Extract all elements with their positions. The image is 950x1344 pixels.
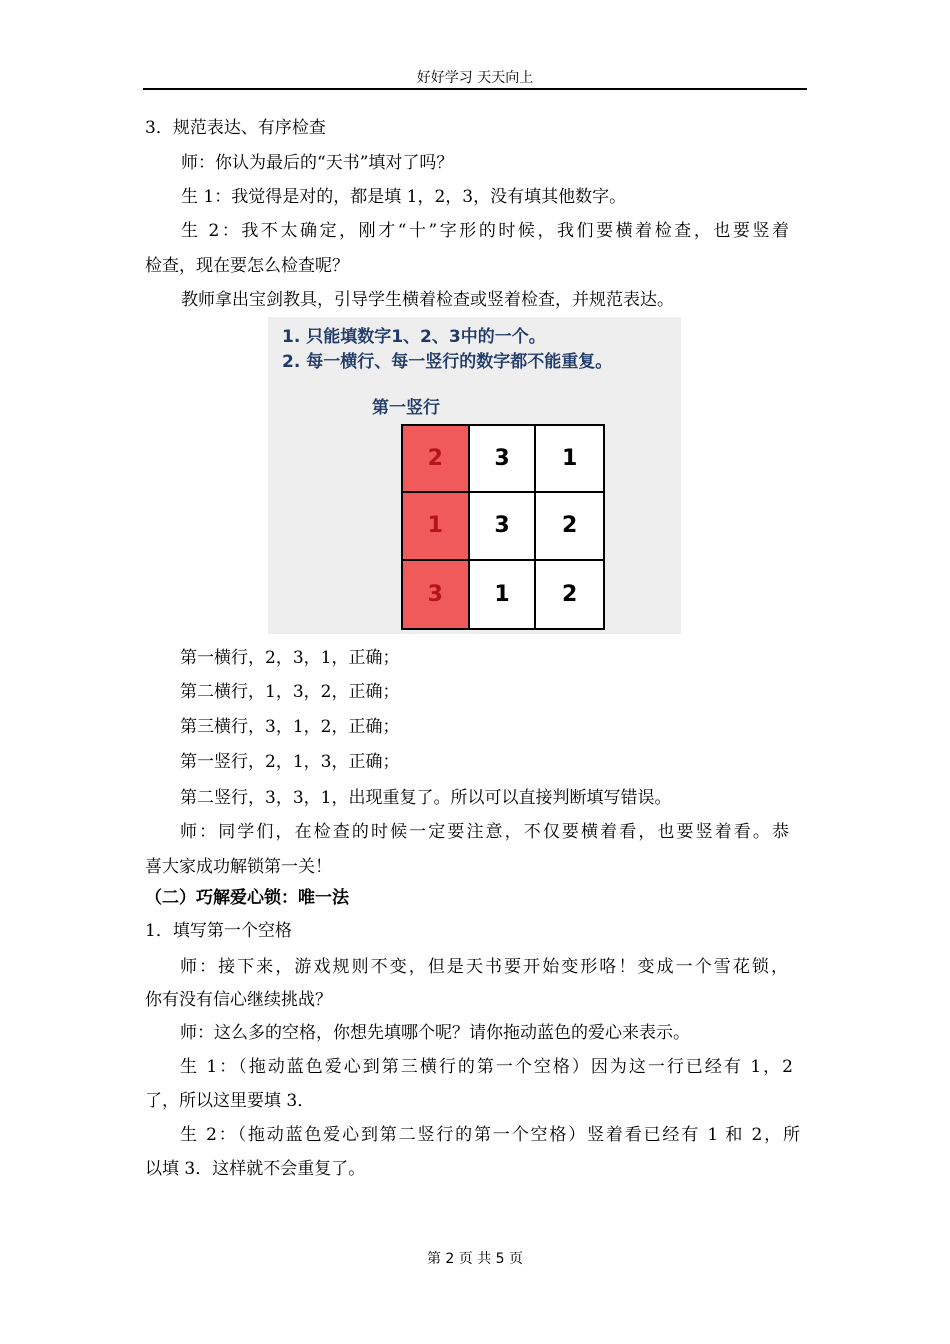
header-rule xyxy=(143,88,807,90)
paragraph-continuation: 喜大家成功解锁第一关！ xyxy=(145,857,332,877)
grid-caption: 第一竖行 xyxy=(372,398,440,418)
check-line: 第三横行，3，1，2，正确； xyxy=(180,717,400,737)
paragraph: 生 1：我觉得是对的，都是填 1，2，3，没有填其他数字。 xyxy=(181,187,627,207)
paragraph: 师：这么多的空格，你想先填哪个呢？请你拖动蓝色的爱心来表示。 xyxy=(180,1023,690,1043)
grid-cell: 1 xyxy=(536,426,603,493)
grid-cell: 2 xyxy=(403,426,470,493)
page-footer: 第 2 页 共 5 页 xyxy=(426,1251,524,1267)
paragraph: 生 1：（拖动蓝色爱心到第三横行的第一个空格）因为这一行已经有 1，2 xyxy=(180,1057,793,1077)
grid-cell: 3 xyxy=(470,426,537,493)
paragraph: 教师拿出宝剑教具，引导学生横着检查或竖着检查，并规范表达。 xyxy=(181,290,674,310)
paragraph-continuation: 检查，现在要怎么检查呢？ xyxy=(145,256,349,276)
paragraph: 师：你认为最后的“天书”填对了吗？ xyxy=(181,153,454,173)
paragraph: 生 2：（拖动蓝色爱心到第二竖行的第一个空格）竖着看已经有 1 和 2，所 xyxy=(180,1125,800,1145)
check-line: 第一竖行，2，1，3，正确； xyxy=(180,752,400,772)
check-line: 第二横行，1，3，2，正确； xyxy=(180,682,400,702)
sudoku-grid xyxy=(401,424,605,630)
grid-cell: 3 xyxy=(403,561,470,628)
check-line: 第一横行，2，3，1，正确； xyxy=(180,648,400,668)
subsection-heading: 3．规范表达、有序检查 xyxy=(145,118,326,138)
paragraph: 师：接下来，游戏规则不变，但是天书要开始变形咯！变成一个雪花锁， xyxy=(180,957,788,977)
rule-text: 2. 每一横行、每一竖行的数字都不能重复。 xyxy=(282,352,613,372)
grid-cell: 1 xyxy=(470,561,537,628)
rule-text: 1. 只能填数字1、2、3中的一个。 xyxy=(282,327,546,347)
paragraph-continuation: 了，所以这里要填 3． xyxy=(145,1091,315,1111)
grid-cell: 2 xyxy=(536,493,603,560)
grid-cell: 1 xyxy=(403,493,470,560)
subsection-heading: 1．填写第一个空格 xyxy=(145,921,292,941)
grid-cell: 2 xyxy=(562,581,578,607)
check-line: 第二竖行，3，3，1，出现重复了。所以可以直接判断填写错误。 xyxy=(180,788,672,808)
paragraph-continuation: 以填 3．这样就不会重复了。 xyxy=(145,1159,366,1179)
page-header: 好好学习 天天向上 xyxy=(416,70,534,86)
paragraph: 生 2：我不太确定，刚才“十”字形的时候，我们要横着检查，也要竖着 xyxy=(181,221,789,241)
paragraph-continuation: 你有没有信心继续挑战？ xyxy=(145,990,332,1010)
paragraph: 师：同学们，在检查的时候一定要注意，不仅要横着看，也要竖着看。恭 xyxy=(180,822,789,842)
section-heading: （二）巧解爱心锁：唯一法 xyxy=(145,888,349,908)
grid-cell: 3 xyxy=(470,493,537,560)
sudoku-figure xyxy=(268,317,681,634)
